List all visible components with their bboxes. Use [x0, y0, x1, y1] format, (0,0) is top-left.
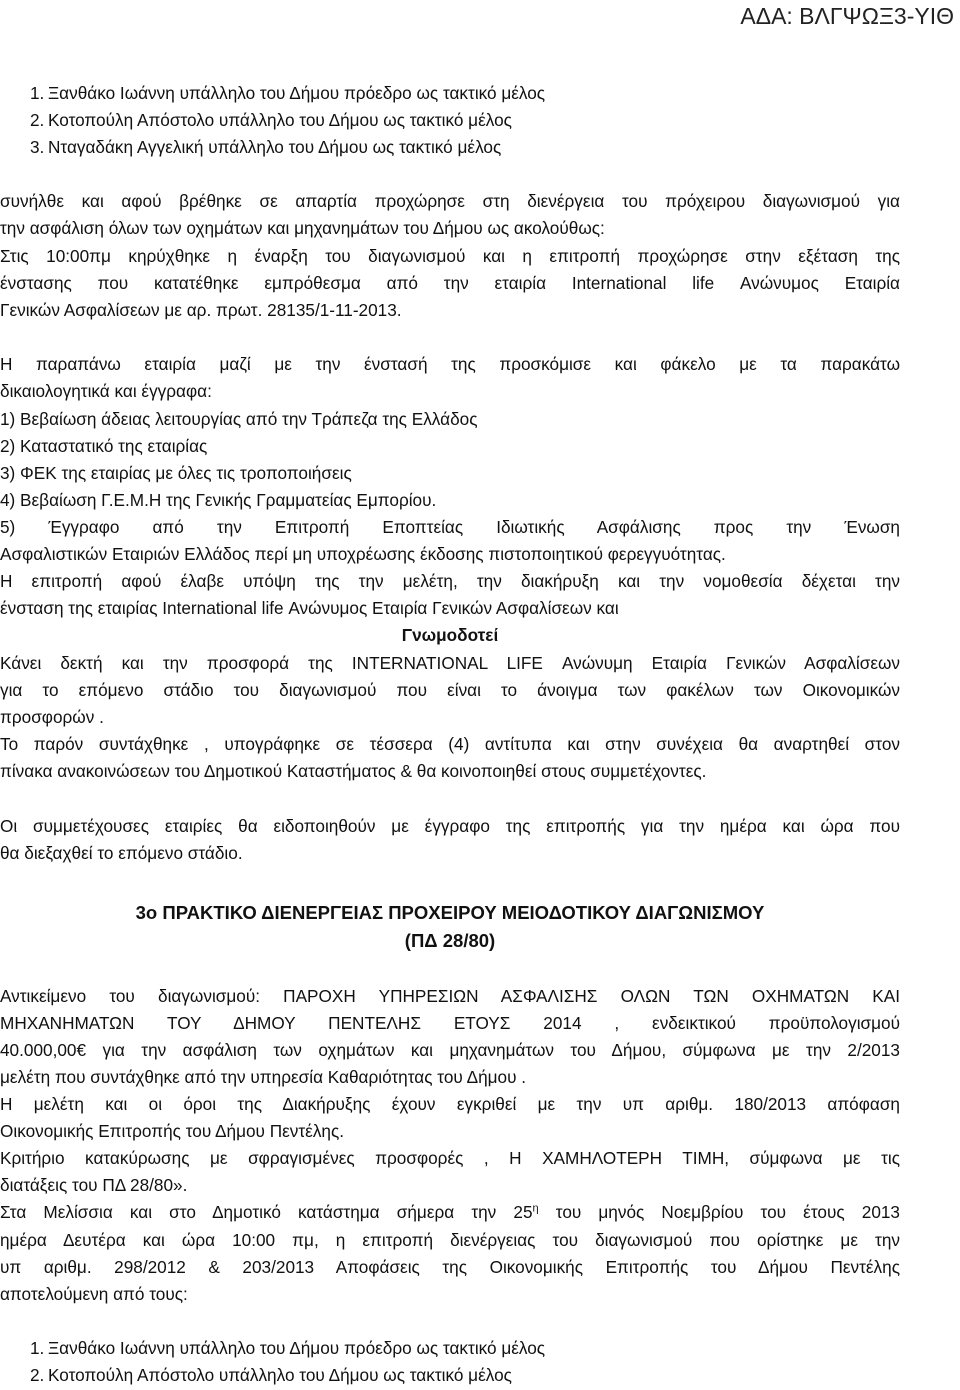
- date-ordinal: η: [532, 1202, 539, 1215]
- paragraph-line: πίνακα ανακοινώσεων του Δημοτικού Καταστήματος & θα κοινοποιηθεί στους συμμετέχοντες.: [0, 761, 707, 781]
- paragraph-line: 40.000,00€ για την ασφάλιση των οχημάτων και μηχανημάτων του Δήμου, σύμφωνα με την 2/2013: [0, 1040, 900, 1060]
- list-number: 1.: [30, 1338, 45, 1358]
- decision-heading: Γνωμοδοτεί: [401, 625, 499, 645]
- paragraph-line: Η επιτροπή αφού έλαβε υπόψη της την μελέτη, την διακήρυξη και την νομοθεσία δέχεται την: [0, 571, 900, 591]
- list-text: Ξανθάκο Ιωάννη υπάλληλο του Δήμου πρόεδρο ως τακτικό μέλος: [48, 1338, 546, 1358]
- paragraph-line: ένστασης που κατατέθηκε εμπρόθεσμα από την εταιρία International life Ανώνυμος Εταιρία: [0, 273, 900, 293]
- paragraph-line: Η μελέτη και οι όροι της Διακήρυξης έχουν εγκριθεί με την υπ αριθμ. 180/2013 απόφαση: [0, 1094, 900, 1114]
- list-number: 3.: [30, 137, 45, 157]
- paragraph-line: αποτελούμενη από τους:: [0, 1284, 188, 1304]
- paragraph-line: Στις 10:00πμ κηρύχθηκε η έναρξη του διαγωνισμού και η επιτροπή προχώρησε στην εξέταση της: [0, 246, 900, 266]
- list-number: 1.: [30, 83, 45, 103]
- list-text: Ξανθάκο Ιωάννη υπάλληλο του Δήμου πρόεδρο ως τακτικό μέλος: [48, 83, 546, 103]
- paragraph-line: υπ αριθμ. 298/2012 & 203/2013 Αποφάσεις της Οικονομικής Επιτροπής του Δήμου Πεντέλης: [0, 1257, 900, 1277]
- list-text: Κοτοπούλη Απόστολο υπάλληλο του Δήμου ως τακτικό μέλος: [48, 110, 512, 130]
- list-item: [30, 134, 501, 161]
- date-text-post: του μηνός Νοεμβρίου του έτους 2013: [538, 1202, 900, 1222]
- minutes-title: 3ο ΠΡΑΚΤΙΚΟ ΔΙΕΝΕΡΓΕΙΑΣ ΠΡΟΧΕΙΡΟΥ ΜΕΙΟΔΟΤΙΚΟΥ ΔΙΑΓΩΝΙΣΜΟΥ: [135, 902, 765, 923]
- paragraph-line: ημέρα Δευτέρα και ώρα 10:00 πμ, η επιτροπή διενέργειας του διαγωνισμού που ορίστηκε με την: [0, 1230, 900, 1250]
- paragraph-line: μελέτη που συντάχθηκε από την υπηρεσία Καθαριότητας του Δήμου .: [0, 1067, 527, 1087]
- list-item: [30, 80, 545, 107]
- paragraph-line: για το επόμενο στάδιο του διαγωνισμού που είναι το άνοιγμα των φακέλων των Οικονομικών: [0, 680, 900, 700]
- paragraph-line: Οικονομικής Επιτροπής του Δήμου Πεντέλης.: [0, 1121, 345, 1141]
- ada-code: ΑΔΑ: ΒΛΓΨΩΞ3-ΥΙΘ: [740, 3, 954, 29]
- list-text: Νταγαδάκη Αγγελική υπάλληλο του Δήμου ως τακτικό μέλος: [48, 137, 502, 157]
- paragraph-line: Ασφαλιστικών Εταιριών Ελλάδος περί μη υποχρέωσης έκδοσης πιστοποιητικού φερεγγυότητας.: [0, 544, 726, 564]
- paragraph-line: Γενικών Ασφαλίσεων με αρ. πρωτ. 28135/1-11-2013.: [0, 300, 402, 320]
- paragraph-line: συνήλθε και αφού βρέθηκε σε απαρτία προχώρησε στη διενέργεια του πρόχειρου διαγωνισμού για: [0, 191, 900, 211]
- paragraph-line: Η παραπάνω εταιρία μαζί με την ένστασή της προσκόμισε και φάκελο με τα παρακάτω: [0, 354, 900, 374]
- list-item: [30, 107, 512, 134]
- paragraph-line: διατάξεις του ΠΔ 28/80».: [0, 1175, 188, 1195]
- paragraph-line: την ασφάλιση όλων των οχημάτων και μηχανημάτων του Δήμου ως ακολούθως:: [0, 218, 605, 238]
- enumerated-document: 5) Έγγραφο από την Επιτροπή Εποπτείας Ιδιωτικής Ασφάλισης προς την Ένωση: [0, 517, 900, 537]
- paragraph-line: Το παρόν συντάχθηκε , υπογράφηκε σε τέσσερα (4) αντίτυπα και στην συνέχεια θα αναρτηθεί στον: [0, 734, 900, 754]
- paragraph-line: θα διεξαχθεί το επόμενο στάδιο.: [0, 843, 243, 863]
- paragraph-line: Κάνει δεκτή και την προσφορά της INTERNATIONAL LIFE Ανώνυμη Εταιρία Γενικών Ασφαλίσεων: [0, 653, 900, 673]
- paragraph-line: Αντικείμενο του διαγωνισμού: ΠΑΡΟΧΗ ΥΠΗΡΕΣΙΩΝ ΑΣΦΑΛΙΣΗΣ ΟΛΩΝ ΤΩΝ ΟΧΗΜΑΤΩΝ ΚΑΙ: [0, 986, 900, 1006]
- list-number: 2.: [30, 110, 45, 130]
- paragraph-line: [0, 1199, 900, 1226]
- enumerated-document: 4) Βεβαίωση Γ.Ε.Μ.Η της Γενικής Γραμματείας Εμπορίου.: [0, 490, 437, 510]
- paragraph-line: προσφορών .: [0, 707, 104, 727]
- enumerated-document: 3) ΦΕΚ της εταιρίας με όλες τις τροποποιήσεις: [0, 463, 352, 483]
- date-text-pre: Στα Μελίσσια και στο Δημοτικό κατάστημα σήμερα την 25: [0, 1202, 533, 1222]
- paragraph-line: Κριτήριο κατακύρωσης με σφραγισμένες προσφορές , Η ΧΑΜΗΛΟΤΕΡΗ ΤΙΜΗ, σύμφωνα με τις: [0, 1148, 900, 1168]
- enumerated-document: 2) Καταστατικό της εταιρίας: [0, 436, 208, 456]
- list-text: Κοτοπούλη Απόστολο υπάλληλο του Δήμου ως τακτικό μέλος: [48, 1365, 512, 1385]
- paragraph-line: ΜΗΧΑΝΗΜΑΤΩΝ ΤΟΥ ΔΗΜΟΥ ΠΕΝΤΕΛΗΣ ΕΤΟΥΣ 2014 , ενδεικτικού προϋπολογισμού: [0, 1013, 900, 1033]
- enumerated-document: 1) Βεβαίωση άδειας λειτουργίας από την Τράπεζα της Ελλάδος: [0, 409, 478, 429]
- paragraph-line: ένσταση της εταιρίας International life Ανώνυμος Εταιρία Γενικών Ασφαλίσεων και: [0, 598, 619, 618]
- list-number: 2.: [30, 1365, 45, 1385]
- paragraph-line: Οι συμμετέχουσες εταιρίες θα ειδοποιηθούν με έγγραφο της επιτροπής για την ημέρα και ώρα που: [0, 816, 900, 836]
- paragraph-line: δικαιολογητικά και έγγραφα:: [0, 381, 212, 401]
- minutes-subtitle: (ΠΔ 28/80): [404, 930, 496, 951]
- list-item: [30, 1362, 512, 1389]
- list-item: [30, 1335, 545, 1362]
